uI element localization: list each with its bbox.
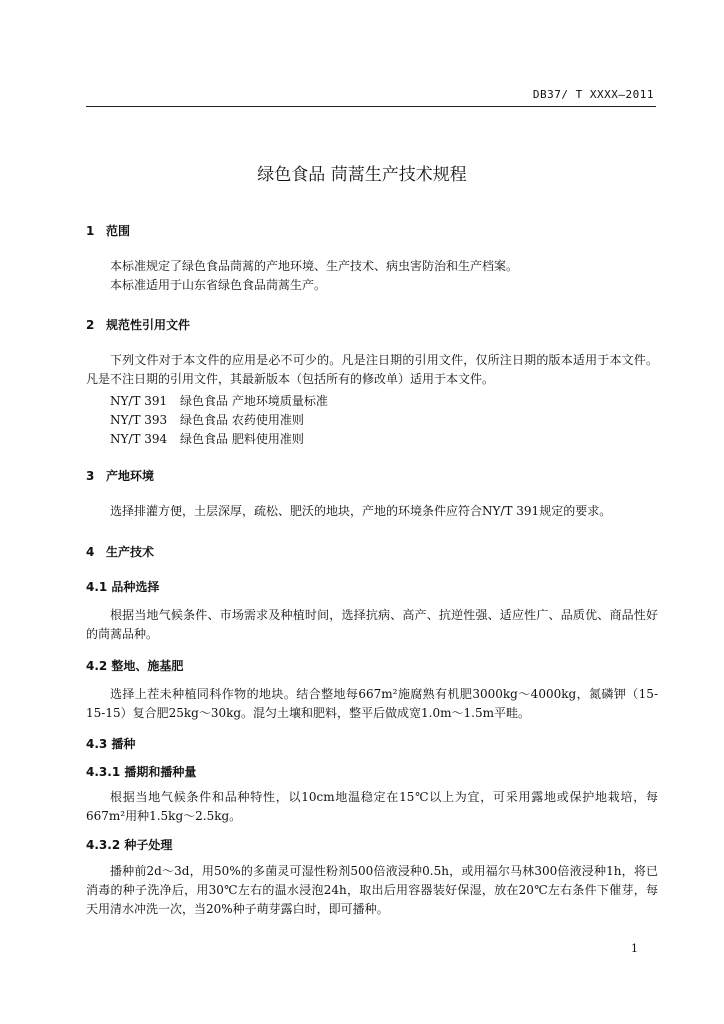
- reference-code: NY/T 391: [110, 394, 168, 408]
- paragraph: 下列文件对于本文件的应用是必不可少的。凡是注日期的引用文件，仅所注日期的版本适用于本文件。凡是不注日期的引用文件，其最新版本（包括所有的修改单）适用于本文件。: [86, 353, 658, 386]
- subsection-4-1-heading: 4.1 品种选择: [86, 580, 160, 594]
- section-number: 4: [86, 545, 95, 559]
- reference-code: NY/T 394: [110, 432, 168, 446]
- document-title: 绿色食品 茼蒿生产技术规程: [257, 165, 467, 185]
- section-title: 产地环境: [106, 469, 155, 483]
- section-number: 2: [86, 318, 95, 332]
- paragraph: 根据当地气候条件和品种特性，以10cm地温稳定在15℃以上为宜，可采用露地或保护地栽培，每667m²用种1.5kg～2.5kg。: [86, 790, 658, 823]
- paragraph: 本标准适用于山东省绿色食品茼蒿生产。: [110, 278, 327, 292]
- subsection-4-3-1-heading: 4.3.1 播期和播种量: [86, 765, 197, 779]
- header-rule: [86, 106, 656, 107]
- paragraph: 选择上茬未种植同科作物的地块。结合整地每667m²施腐熟有机肥3000kg～4000kg，氮磷钾（15-15-15）复合肥25kg～30kg。混匀土壤和肥料，整平后做成宽1.0m～1.5m平畦。: [86, 687, 658, 720]
- reference-item: [110, 430, 304, 447]
- paragraph: 本标准规定了绿色食品茼蒿的产地环境、生产技术、病虫害防治和生产档案。: [110, 259, 519, 273]
- reference-name: 绿色食品 肥料使用准则: [180, 432, 304, 446]
- page-number: 1: [631, 942, 638, 955]
- reference-code: NY/T 393: [110, 413, 168, 427]
- section-number: 3: [86, 469, 95, 483]
- reference-name: 绿色食品 产地环境质量标准: [180, 394, 328, 408]
- section-4-heading: [86, 543, 154, 560]
- reference-name: 绿色食品 农药使用准则: [180, 413, 304, 427]
- reference-item: [110, 411, 304, 428]
- paragraph: 播种前2d～3d，用50%的多菌灵可湿性粉剂500倍液浸种0.5h，或用福尔马林300倍液浸种1h，将已消毒的种子洗净后，用30℃左右的温水浸泡24h，取出后用容器装好保湿，放在20℃左右条件下催芽，每天用清水冲洗一次，当20%种子萌芽露白时，即可播种。: [86, 864, 658, 916]
- section-2-heading: [86, 316, 190, 333]
- paragraph: 根据当地气候条件、市场需求及种植时间，选择抗病、高产、抗逆性强、适应性广、品质优、商品性好的茼蒿品种。: [86, 608, 658, 641]
- standard-code: DB37/ T XXXX—2011: [532, 88, 654, 101]
- reference-item: [110, 392, 328, 409]
- section-number: 1: [86, 224, 95, 238]
- section-title: 范围: [106, 224, 131, 238]
- section-title: 生产技术: [106, 545, 155, 559]
- section-1-heading: [86, 222, 130, 239]
- paragraph: 选择排灌方便，土层深厚，疏松、肥沃的地块，产地的环境条件应符合NY/T 391规定的要求。: [110, 504, 612, 518]
- subsection-4-3-heading: 4.3 播种: [86, 737, 136, 751]
- section-3-heading: [86, 467, 154, 484]
- subsection-4-3-2-heading: 4.3.2 种子处理: [86, 838, 173, 852]
- section-title: 规范性引用文件: [106, 318, 191, 332]
- subsection-4-2-heading: 4.2 整地、施基肥: [86, 659, 184, 673]
